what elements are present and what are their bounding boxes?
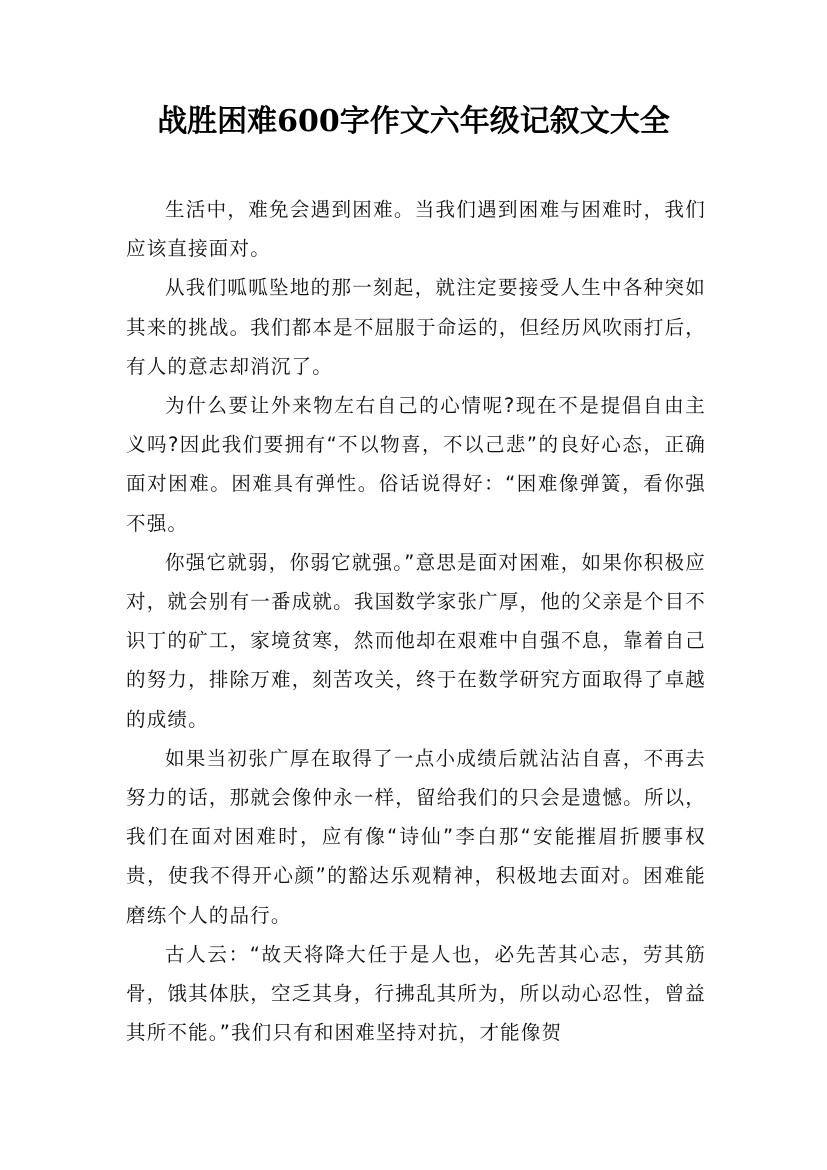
paragraph: 古人云：“故天将降大任于是人也，必先苦其心志，劳其筋骨，饿其体肤，空乏其身，行拂乱其所为，所以动心忍性，曾益其所不能。”我们只有和困难坚持对抗，才能像贺: [126, 942, 706, 1045]
page-title: 战胜困难600字作文六年级记叙文大全: [157, 104, 670, 139]
paragraph: 生活中，难免会遇到困难。当我们遇到困难与困难时，我们应该直接面对。: [126, 198, 706, 261]
paragraph: 为什么要让外来物左右自己的心情呢?现在不是提倡自由主义吗?因此我们要拥有“不以物喜，不以己悲”的良好心态，正确面对困难。困难具有弹性。俗话说得好：“困难像弹簧，看你强不强。: [126, 394, 706, 535]
article-body: [126, 190, 706, 1052]
paragraph: 你强它就弱，你弱它就强。”意思是面对困难，如果你积极应对，就会别有一番成就。我国数学家张广厚，他的父亲是个目不识丁的矿工，家境贫寒，然而他却在艰难中自强不息，靠着自己的努力，排除万难，刻苦攻关，终于在数学研究方面取得了卓越的成绩。: [126, 550, 706, 731]
paragraph: 从我们呱呱坠地的那一刻起，就注定要接受人生中各种突如其来的挑战。我们都本是不屈服于命运的，但经历风吹雨打后，有人的意志却消沉了。: [126, 276, 706, 378]
paragraph: 如果当初张广厚在取得了一点小成绩后就沾沾自喜，不再去努力的话，那就会像仲永一样，留给我们的只会是遗憾。所以，我们在面对困难时，应有像“诗仙”李白那“安能摧眉折腰事权贵，使我不得开心颜”的豁达乐观精神，积极地去面对。困难能磨练个人的品行。: [126, 746, 706, 927]
